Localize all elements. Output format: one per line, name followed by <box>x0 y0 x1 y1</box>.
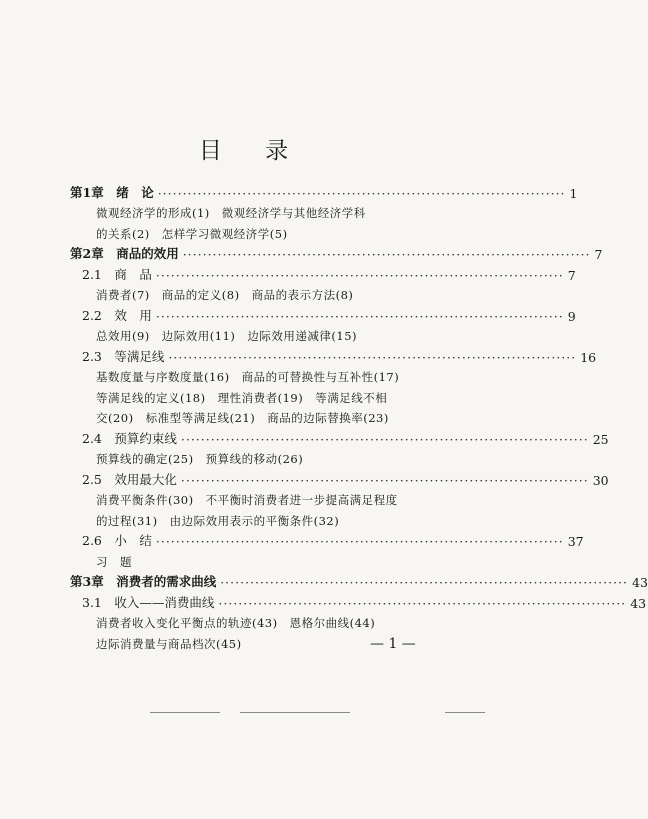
toc-subtopics <box>70 283 440 304</box>
toc-subtopics <box>70 385 440 406</box>
toc-leader-dots: ·················································································· <box>220 575 629 590</box>
toc-label: 边际消费量与商品档次(45) <box>96 636 242 651</box>
toc-label: 2.5 效用最大化 <box>82 471 177 487</box>
toc-subtopics <box>70 406 440 427</box>
scan-artifact-line <box>445 712 485 713</box>
toc-section <box>70 529 584 550</box>
toc-label: 等满足线的定义(18) 理性消费者(19) 等满足线不相 <box>96 390 388 405</box>
toc-label: 的过程(31) 由边际效用表示的平衡条件(32) <box>96 513 340 528</box>
scan-artifact-line <box>240 712 350 713</box>
toc-label: 消费者(7) 商品的定义(8) 商品的表示方法(8) <box>96 288 354 302</box>
toc-leader-dots: ·················································································· <box>182 247 591 262</box>
toc-label: 2.2 效 用 <box>82 307 152 323</box>
toc-leader-dots: ·················································································· <box>218 595 627 611</box>
toc-subtopics <box>70 447 440 468</box>
toc-subtopics <box>70 221 440 242</box>
toc-label: 3.1 收入——消费曲线 <box>82 594 215 610</box>
toc-chapter <box>70 570 648 591</box>
toc-section <box>70 262 576 283</box>
toc-page-number: 43 <box>632 575 648 590</box>
toc-label: 消费者收入变化平衡点的轨迹(43) 恩格尔曲线(44) <box>96 616 376 630</box>
toc-subtopics <box>70 488 440 509</box>
toc-label: 预算线的确定(25) 预算线的移动(26) <box>96 452 304 466</box>
toc-label: 交(20) 标准型等满足线(21) 商品的边际替换率(23) <box>96 411 389 425</box>
toc-subtopics <box>70 508 440 529</box>
toc-label: 第3章 消费者的需求曲线 <box>70 574 217 589</box>
toc-page-number: 7 <box>594 247 603 262</box>
toc-page-number: 7 <box>567 267 576 283</box>
toc-page-number: 37 <box>567 534 584 549</box>
toc-subtopics <box>70 324 440 345</box>
toc-section <box>70 303 576 324</box>
page-title: 目 录 <box>198 138 307 164</box>
toc-label: 2.6 小 结 <box>82 533 152 548</box>
toc-page-number: 25 <box>592 431 609 447</box>
toc-section <box>70 467 609 488</box>
toc-page-number: 43 <box>630 595 647 611</box>
toc-label: 总效用(9) 边际效用(11) 边际效用递减律(15) <box>96 329 358 343</box>
toc-page-number: 1 <box>569 185 578 201</box>
toc-subtopics <box>70 549 440 570</box>
toc-leader-dots: ·················································································· <box>155 534 564 549</box>
toc-label: 基数度量与序数度量(16) 商品的可替换性与互补性(17) <box>96 370 400 384</box>
toc-leader-dots: ·················································································· <box>155 267 564 283</box>
toc-leader-dots: ·················································································· <box>180 472 589 488</box>
toc-subtopics <box>70 201 440 222</box>
toc-leader-dots: ·················································································· <box>157 185 566 201</box>
toc-label: 习 题 <box>96 554 132 569</box>
toc-subtopics <box>70 365 440 386</box>
toc-page-number: 30 <box>592 472 609 488</box>
toc-leader-dots: ·················································································· <box>180 431 589 447</box>
toc-leader-dots: ·················································································· <box>155 308 564 324</box>
toc-page-number: 9 <box>567 308 576 324</box>
toc-label: 微观经济学的形成(1) 微观经济学与其他经济学科 <box>96 206 366 220</box>
toc-page-number: 16 <box>580 349 597 365</box>
table-of-contents <box>70 180 648 652</box>
toc-label: 第1章 绪 论 <box>70 184 154 200</box>
toc-label: 消费平衡条件(30) 不平衡时消费者进一步提高满足程度 <box>96 493 398 507</box>
toc-label: 2.3 等满足线 <box>82 348 165 364</box>
toc-label: 2.4 预算约束线 <box>82 430 177 446</box>
toc-leader-dots: ·················································································· <box>168 349 577 365</box>
page-number-footer: — 1 — <box>370 636 416 652</box>
toc-section <box>70 590 647 611</box>
toc-section <box>70 426 609 447</box>
toc-label: 的关系(2) 怎样学习微观经济学(5) <box>96 226 288 241</box>
toc-subtopics <box>70 611 440 632</box>
toc-chapter <box>70 180 578 201</box>
toc-label: 第2章 商品的效用 <box>70 246 179 261</box>
toc-section <box>70 344 597 365</box>
toc-chapter <box>70 242 603 263</box>
toc-label: 2.1 商 品 <box>82 266 152 282</box>
scan-artifact-line <box>150 712 220 713</box>
